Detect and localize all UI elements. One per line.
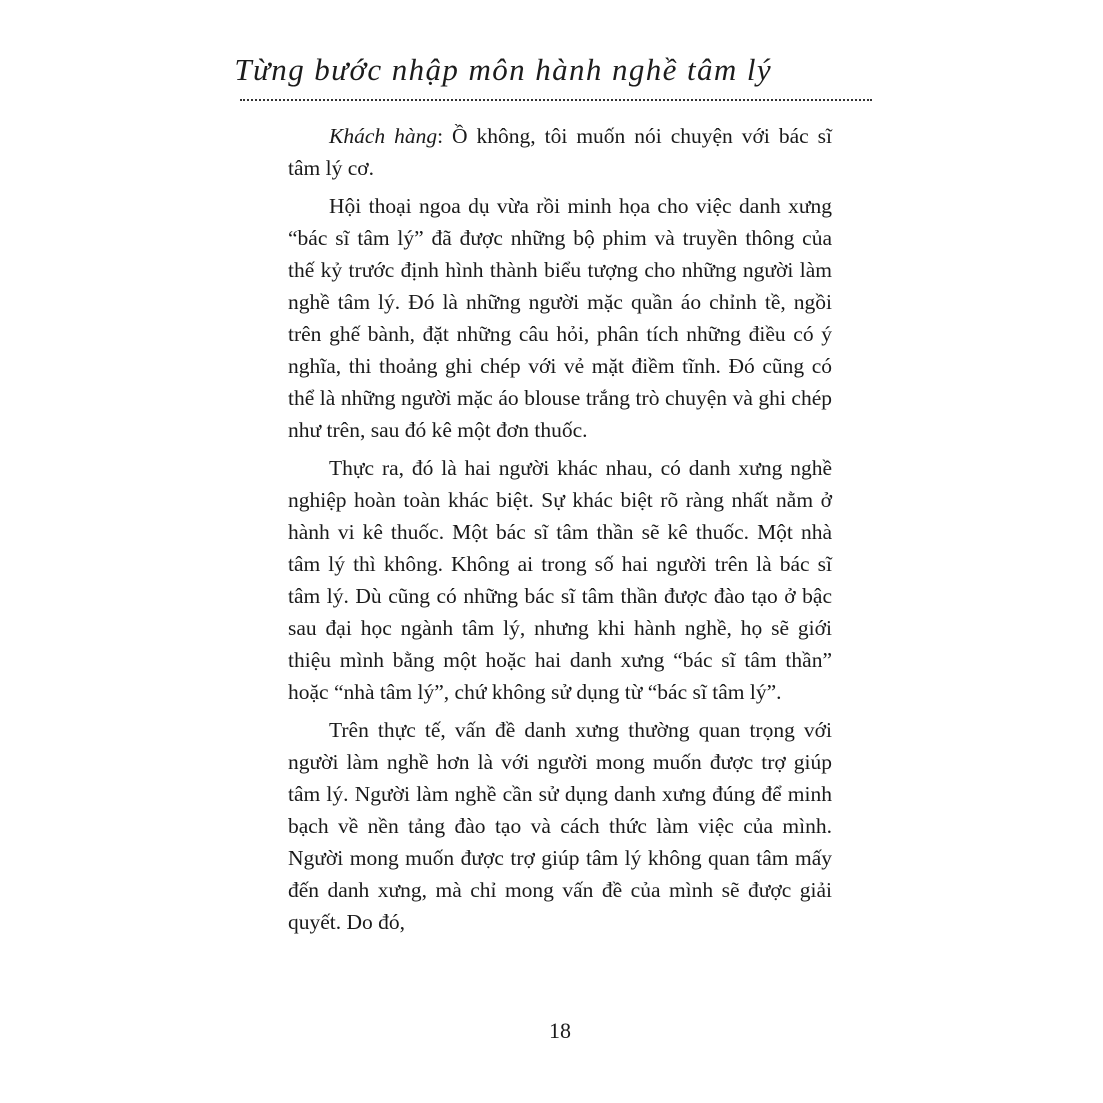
page-number: 18 [549,1018,571,1043]
body-paragraph-2: Thực ra, đó là hai người khác nhau, có danh xưng nghề nghiệp hoàn toàn khác biệt. Sự khác biệt rõ ràng nhất nằm ở hành vi kê thuốc. Một bác sĩ tâm thần sẽ kê thuốc. Một nhà tâm lý thì không. Không ai trong số hai người trên là bác sĩ tâm lý. Dù cũng có những bác sĩ tâm thần được đào tạo ở bậc sau đại học ngành tâm lý, nhưng khi hành nghề, họ sẽ giới thiệu mình bằng một hoặc hai danh xưng “bác sĩ tâm thần” hoặc “nhà tâm lý”, chứ không sử dụng từ “bác sĩ tâm lý”. [288,456,832,704]
body-paragraph-3: Trên thực tế, vấn đề danh xưng thường quan trọng với người làm nghề hơn là với người mong muốn được trợ giúp tâm lý. Người làm nghề cần sử dụng danh xưng đúng để minh bạch về nền tảng đào tạo và cách thức làm việc của mình. Người mong muốn được trợ giúp tâm lý không quan tâm mấy đến danh xưng, mà chỉ mong vấn đề của mình sẽ được giải quyết. Do đó, [288,718,832,934]
running-title: Từng bước nhập môn hành nghề tâm lý [234,52,772,87]
page-body [288,120,832,944]
body-paragraph-1: Hội thoại ngoa dụ vừa rồi minh họa cho việc danh xưng “bác sĩ tâm lý” đã được những bộ phim và truyền thông của thế kỷ trước định hình thành biểu tượng cho những người làm nghề tâm lý. Đó là những người mặc quần áo chỉnh tề, ngồi trên ghế bành, đặt những câu hỏi, phân tích những điều có ý nghĩa, thi thoảng ghi chép với vẻ mặt điềm tĩnh. Đó cũng có thể là những người mặc áo blouse trắng trò chuyện và ghi chép như trên, sau đó kê một đơn thuốc. [288,194,832,442]
dialogue-paragraph [288,120,832,184]
dialogue-speaker: Khách hàng [329,124,438,148]
running-header [234,44,872,104]
header-dotted-rule [240,99,872,101]
dialogue-text: : Ồ không, tôi muốn nói chuyện với bác sĩ tâm lý cơ. [288,124,832,180]
